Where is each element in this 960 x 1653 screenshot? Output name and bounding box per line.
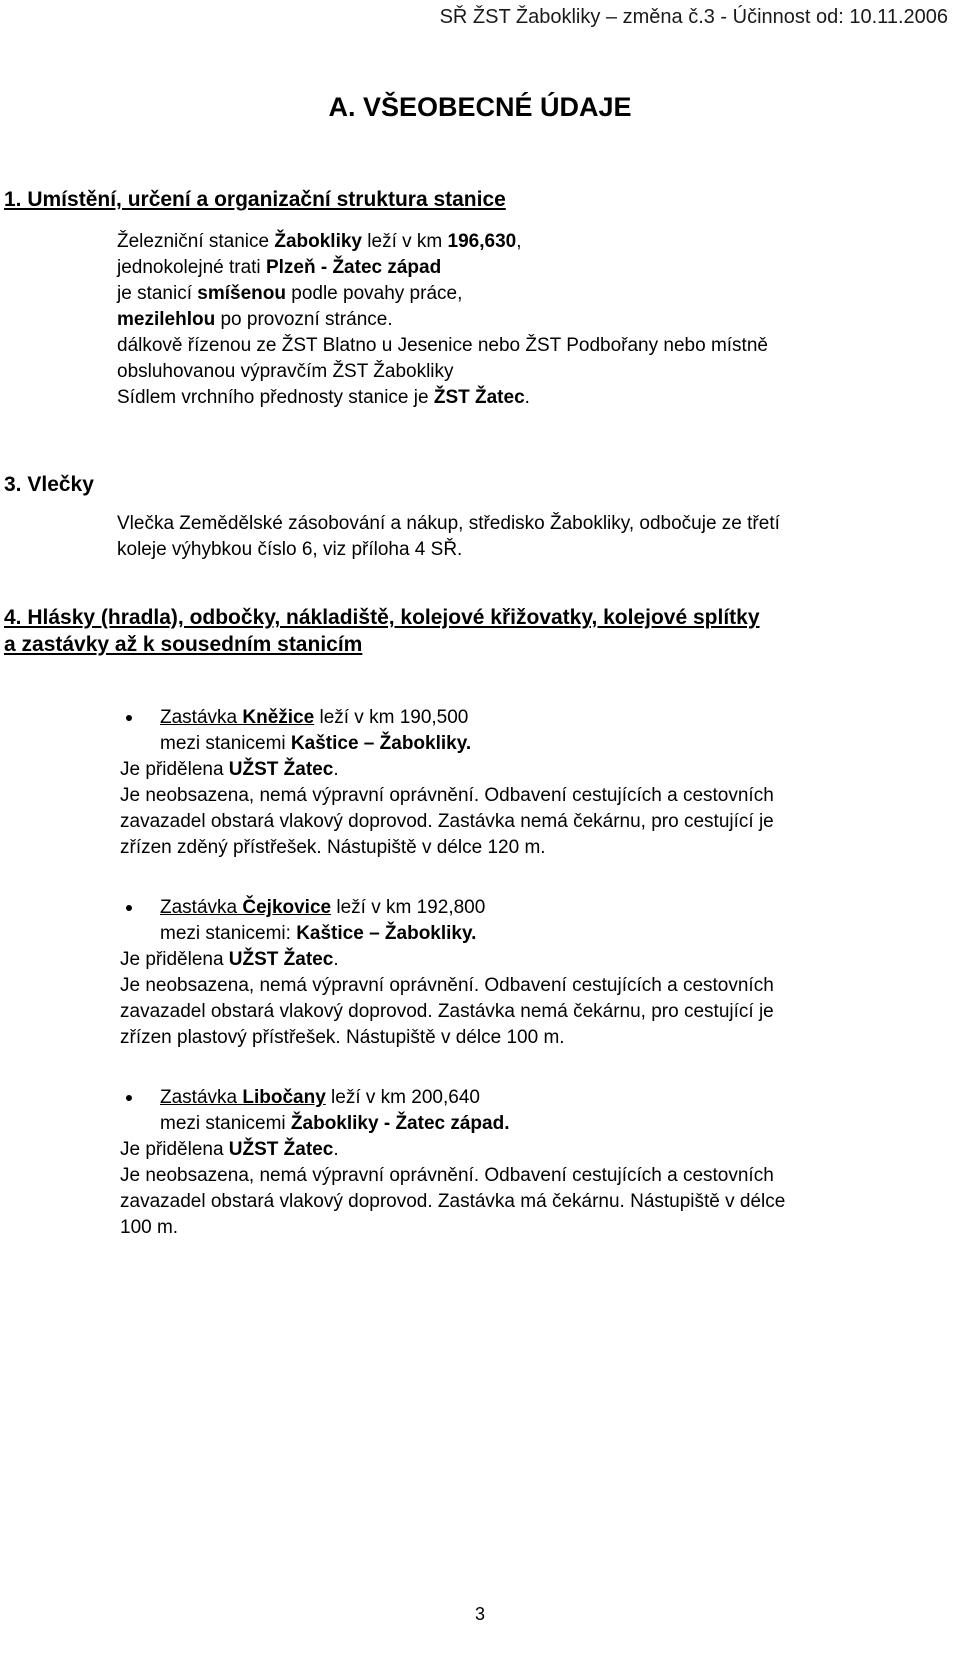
bullet-icon	[126, 1095, 132, 1101]
section-1-line-1: Železniční stanice Žabokliky leží v km 196,630,	[117, 231, 522, 252]
stop-1-body	[120, 757, 774, 861]
stop-3-desc-line: zavazadel obstará vlakový doprovod. Zastávka má čekárnu. Nástupiště v délce	[120, 1191, 786, 1212]
stop-3-assigned-line: Je přidělena UŽST Žatec.	[120, 1139, 339, 1160]
section-4-heading-line-1: 4. Hlásky (hradla), odbočky, nákladiště, kolejové křižovatky, kolejové splítky	[4, 606, 760, 629]
section-1-line-4: mezilehlou po provozní stránce.	[117, 309, 393, 330]
section-1-line-3: je stanicí smíšenou podle povahy práce,	[117, 283, 463, 304]
stop-2-name-line: Zastávka Čejkovice leží v km 192,800	[160, 897, 486, 918]
section-4-heading	[4, 604, 760, 658]
stop-2-body	[120, 947, 774, 1051]
stop-2-desc-line: zavazadel obstará vlakový doprovod. Zastávka nemá čekárnu, pro cestující je	[120, 1001, 774, 1022]
section-3-line-2: koleje výhybkou číslo 6, viz příloha 4 SŘ.	[117, 539, 463, 560]
stop-1-assigned-line: Je přidělena UŽST Žatec.	[120, 759, 339, 780]
stop-3-between-line: mezi stanicemi Žabokliky - Žatec západ.	[160, 1113, 510, 1134]
document-header: SŘ ŽST Žabokliky – změna č.3 - Účinnost od: 10.11.2006	[439, 6, 948, 28]
stop-1-desc-line: zřízen zděný přístřešek. Nástupiště v délce 120 m.	[120, 837, 546, 858]
stop-3-body	[120, 1137, 785, 1241]
section-3-body	[117, 511, 780, 563]
bullet-icon	[126, 905, 132, 911]
section-1-heading: 1. Umístění, určení a organizační struktura stanice	[4, 188, 506, 211]
page-title: A. VŠEOBECNÉ ÚDAJE	[328, 92, 632, 122]
stop-2-between-line: mezi stanicemi: Kaštice – Žabokliky.	[160, 923, 477, 944]
stop-1-name-line: Zastávka Kněžice leží v km 190,500	[160, 707, 469, 728]
stop-1-desc-line: Je neobsazena, nemá výpravní oprávnění. Odbavení cestujících a cestovních	[120, 785, 774, 806]
stop-3-desc-line: Je neobsazena, nemá výpravní oprávnění. Odbavení cestujících a cestovních	[120, 1165, 774, 1186]
section-1-body	[117, 229, 768, 411]
stop-2-header	[160, 895, 485, 947]
section-1-line-2: jednokolejné trati Plzeň - Žatec západ	[117, 257, 442, 278]
stop-3-desc-line: 100 m.	[120, 1217, 179, 1238]
section-1-line-7: Sídlem vrchního přednosty stanice je ŽST Žatec.	[117, 387, 530, 408]
stop-2-assigned-line: Je přidělena UŽST Žatec.	[120, 949, 339, 970]
section-4-heading-line-2: a zastávky až k sousedním stanicím	[4, 633, 363, 656]
stop-1-header	[160, 705, 471, 757]
stop-2-desc-line: zřízen plastový přístřešek. Nástupiště v délce 100 m.	[120, 1027, 565, 1048]
section-1-line-5: dálkově řízenou ze ŽST Blatno u Jesenice nebo ŽST Podbořany nebo místně	[117, 335, 768, 356]
section-1-line-6: obsluhovanou výpravčím ŽST Žabokliky	[117, 361, 454, 382]
bullet-icon	[126, 715, 132, 721]
stop-1-desc-line: zavazadel obstará vlakový doprovod. Zastávka nemá čekárnu, pro cestující je	[120, 811, 774, 832]
stop-3-header	[160, 1085, 510, 1137]
page-number: 3	[474, 1604, 485, 1624]
section-3-line-1: Vlečka Zemědělské zásobování a nákup, středisko Žabokliky, odbočuje ze třetí	[117, 513, 780, 534]
section-3-heading: 3. Vlečky	[4, 473, 94, 496]
stop-2-desc-line: Je neobsazena, nemá výpravní oprávnění. Odbavení cestujících a cestovních	[120, 975, 774, 996]
stop-1-between-line: mezi stanicemi Kaštice – Žabokliky.	[160, 733, 472, 754]
stop-3-name-line: Zastávka Libočany leží v km 200,640	[160, 1087, 480, 1108]
